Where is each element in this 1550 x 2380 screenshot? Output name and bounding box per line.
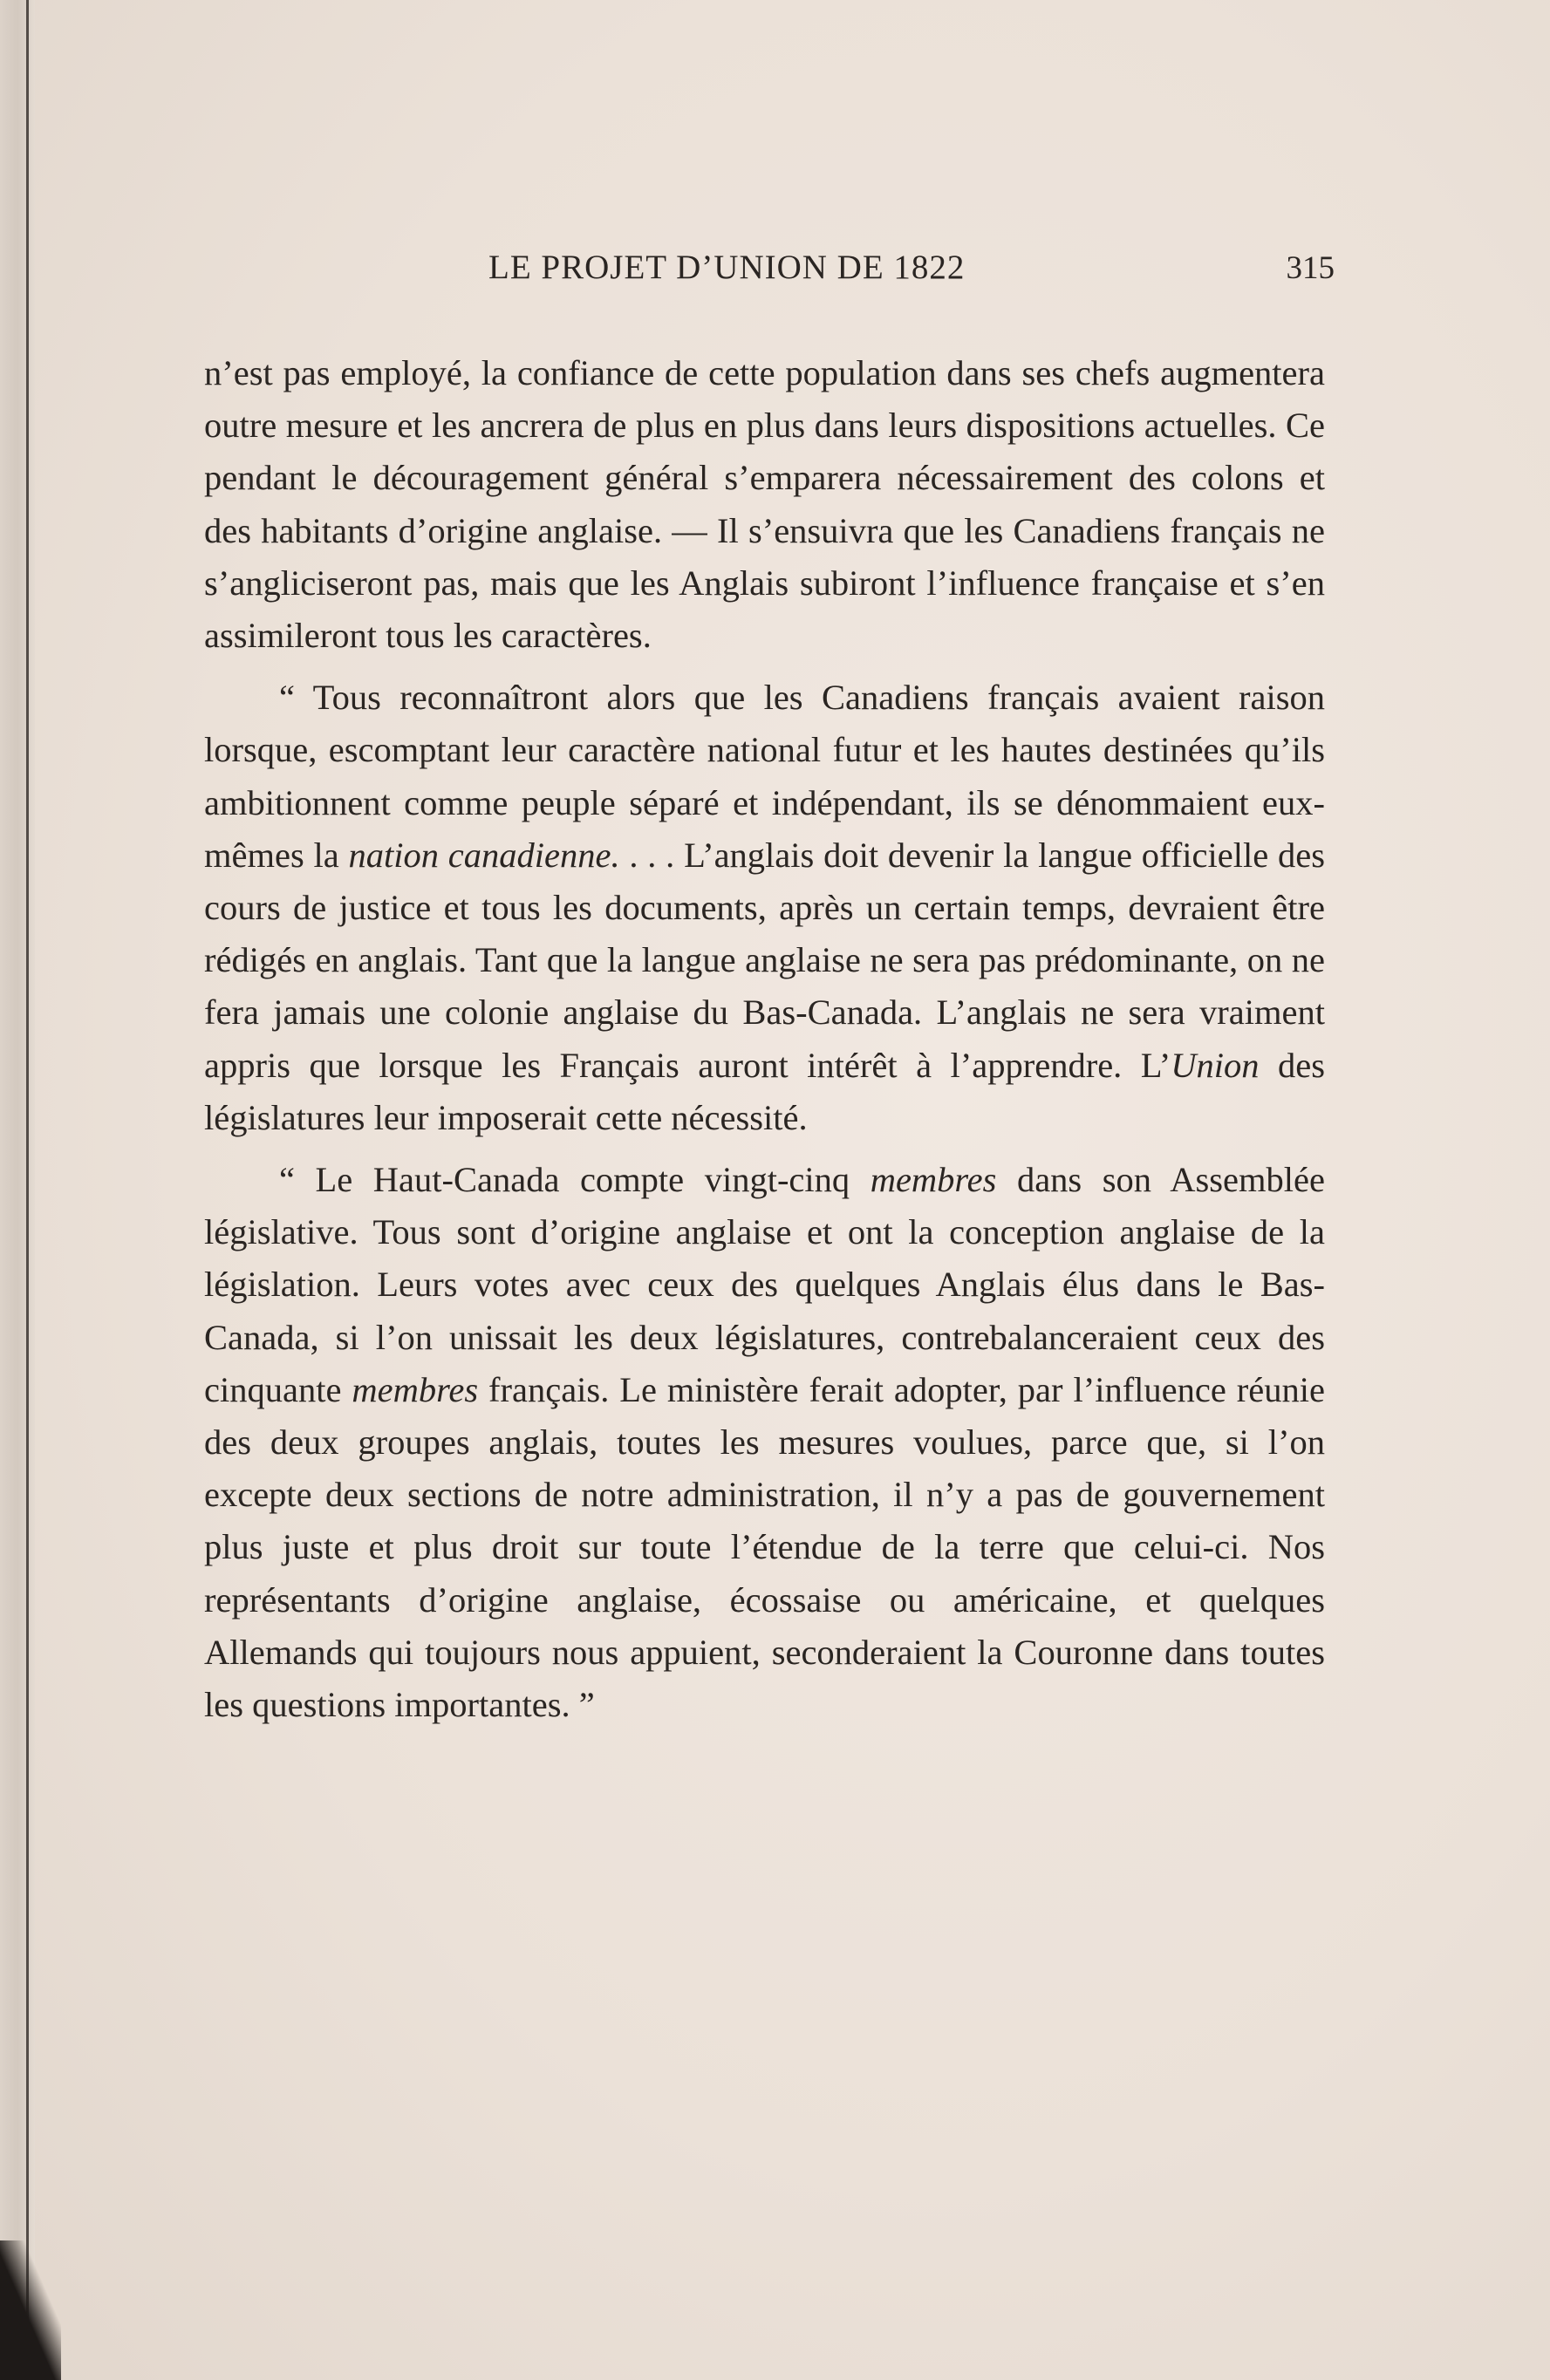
paragraph-text: “ Tous reconnaîtront alors que les Canadiens français avaient raison lorsque, escomptant leur caractère national futur et les hautes destinées qu’ils ambitionnent comme peuple séparé et indépendant, ils se dénommaient eux-mêmes la bbox=[204, 678, 1325, 875]
body-text bbox=[204, 347, 1325, 1731]
paragraph-text: des législatures leur imposerait cette nécessité. bbox=[204, 1045, 1325, 1137]
paragraph bbox=[204, 347, 1325, 662]
paragraph-text: dans son Assemblée législative. Tous sont d’origine anglaise et ont la conception anglaise de la législation. Leurs votes avec ceux des quelques Anglais élus dans le Bas-Canada, si l’on unissait les deux législatures, contrebalanceraient ceux des cinquante bbox=[204, 1160, 1325, 1409]
scan-shadow bbox=[0, 2240, 61, 2380]
paragraph-text: . . . L’anglais doit devenir la langue officielle des cours de justice et tous les documents, après un certain temps, devraient être rédigés en anglais. Tant que la langue anglaise ne sera pas prédominante, on ne fera jamais une colonie anglaise du Bas-Canada. L’anglais ne sera vraiment appris que lorsque les Français auront intérêt à l’apprendre. L’ bbox=[204, 835, 1325, 1085]
italic-text: nation canadienne. bbox=[348, 835, 620, 875]
page-binding-edge bbox=[0, 0, 35, 2380]
running-title: LE PROJET D’UNION DE 1822 bbox=[488, 249, 966, 286]
page-number: 315 bbox=[1286, 250, 1335, 286]
paragraph bbox=[204, 672, 1325, 1144]
paragraph-text: n’est pas employé, la confiance de cette population dans ses chefs augmentera outre mesure et les ancrera de plus en plus dans leurs dispositions actuelles. Ce pendant le découragement général s’emparera nécessairement des colons et des habitants d’origine anglaise. — Il s’ensuivra que les Canadiens français ne s’angliciseront pas, mais que les Anglais subiront l’influence française et s’en assimileront tous les caractères. bbox=[204, 353, 1325, 656]
italic-text: membres bbox=[870, 1160, 997, 1200]
paragraph-text: français. Le ministère ferait adopter, par l’influence réunie des deux groupes anglais, toutes les mesures voulues, parce que, si l’on excepte deux sections de notre administration, il n’y a pas de gouvernement plus juste et plus droit sur toute l’étendue de la terre que celui-ci. Nos représentants d’origine anglaise, écossaise ou américaine, et quelques Allemands qui toujours nous appuient, seconderaient la Couronne dans toutes les questions importantes. ” bbox=[204, 1369, 1325, 1725]
page-header bbox=[201, 248, 1335, 291]
italic-text: Union bbox=[1171, 1045, 1260, 1085]
italic-text: membres bbox=[352, 1369, 479, 1409]
paragraph-text: “ Le Haut-Canada compte vingt-cinq bbox=[279, 1160, 871, 1200]
binding-line bbox=[26, 0, 29, 2380]
paragraph bbox=[204, 1154, 1325, 1731]
